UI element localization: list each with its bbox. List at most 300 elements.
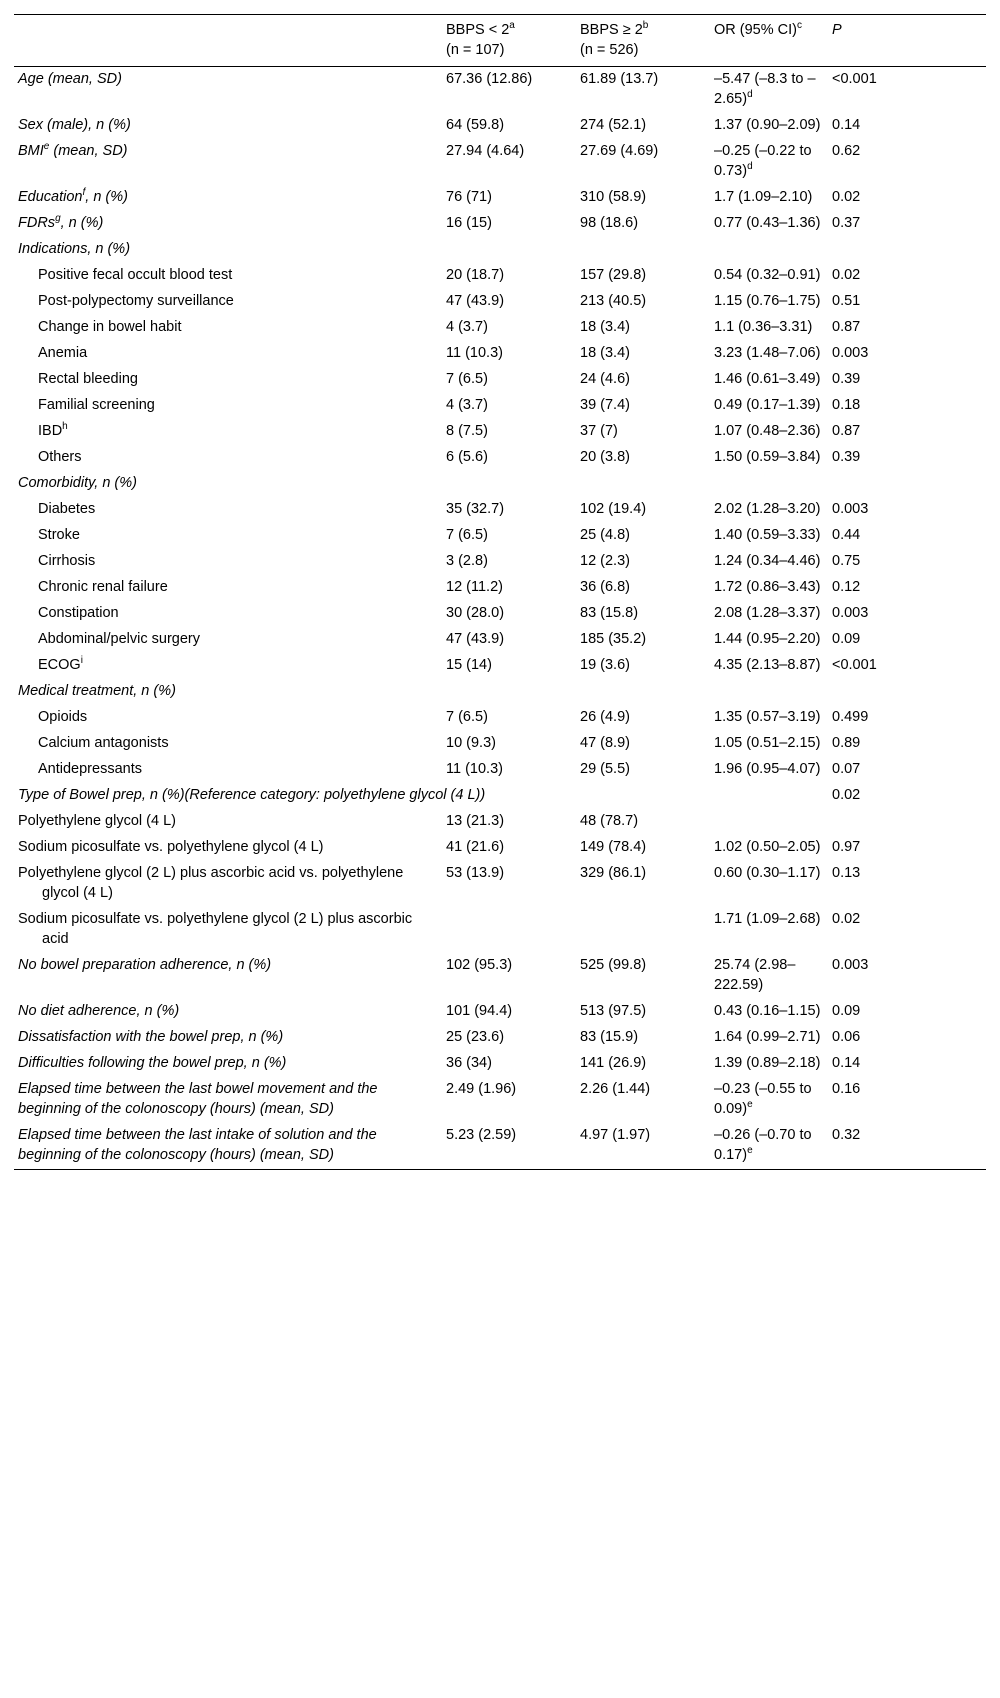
header-bbps-high xyxy=(576,15,710,67)
table-row xyxy=(14,263,986,289)
value-p: 0.32 xyxy=(832,1127,861,1143)
footnote-marker: f xyxy=(82,187,86,198)
table-row xyxy=(14,315,986,341)
value-bbps-low: 67.36 (12.86) xyxy=(446,71,533,87)
row-label: Stroke xyxy=(38,527,80,543)
value-or xyxy=(710,907,828,953)
value-bbps-high xyxy=(576,679,710,705)
or-text: 1.37 (0.90–2.09) xyxy=(714,117,821,133)
or-text: 0.77 (0.43–1.36) xyxy=(714,215,821,231)
row-label: Type of Bowel prep, n (%)(Reference category: polyethylene glycol (4 L)) xyxy=(18,787,486,803)
value-bbps-high: 47 (8.9) xyxy=(580,735,630,751)
footnote-marker: i xyxy=(80,655,83,666)
value-bbps-low: 3 (2.8) xyxy=(446,553,488,569)
table-body xyxy=(14,67,986,1170)
value-p: 0.02 xyxy=(832,267,861,283)
value-or xyxy=(710,263,828,289)
value-or xyxy=(710,757,828,783)
value-p: 0.39 xyxy=(832,371,861,387)
or-text: 2.08 (1.28–3.37) xyxy=(714,605,821,621)
table-row xyxy=(14,835,986,861)
or-text: 1.46 (0.61–3.49) xyxy=(714,371,821,387)
table-row xyxy=(14,809,986,835)
value-p: 0.003 xyxy=(832,501,869,517)
or-text: 1.24 (0.34–4.46) xyxy=(714,553,821,569)
value-or xyxy=(710,1077,828,1123)
or-text: –0.26 (–0.70 to 0.17) xyxy=(714,1127,812,1163)
value-bbps-high: 213 (40.5) xyxy=(580,293,647,309)
table-row xyxy=(14,419,986,445)
value-bbps-low: 15 (14) xyxy=(446,657,492,673)
value-p: 0.16 xyxy=(832,1081,861,1097)
row-label-cell xyxy=(14,419,442,445)
value-bbps-high: 27.69 (4.69) xyxy=(580,143,659,159)
value-bbps-low: 102 (95.3) xyxy=(446,957,513,973)
table-row xyxy=(14,953,986,999)
value-bbps-low: 25 (23.6) xyxy=(446,1029,505,1045)
table-row xyxy=(14,367,986,393)
header-p xyxy=(828,15,986,67)
header-label xyxy=(14,15,442,67)
value-p: 0.09 xyxy=(832,631,861,647)
row-label: Indications, n (%) xyxy=(18,241,131,257)
value-bbps-high: 83 (15.9) xyxy=(580,1029,639,1045)
footnote-marker: b xyxy=(642,20,649,31)
value-p: 0.37 xyxy=(832,215,861,231)
row-label-cell xyxy=(14,341,442,367)
value-p: 0.97 xyxy=(832,839,861,855)
row-label-cell xyxy=(14,1123,442,1170)
row-label-cell xyxy=(14,211,442,237)
table-row xyxy=(14,627,986,653)
table-row xyxy=(14,601,986,627)
footnote-marker: g xyxy=(55,213,61,224)
table-row xyxy=(14,783,986,809)
value-bbps-high: 36 (6.8) xyxy=(580,579,630,595)
value-bbps-high xyxy=(576,237,710,263)
row-label-cell xyxy=(14,627,442,653)
or-text: –0.25 (–0.22 to 0.73) xyxy=(714,143,812,179)
value-or xyxy=(710,861,828,907)
footnote-marker: h xyxy=(62,421,68,432)
row-label-cell xyxy=(14,315,442,341)
row-label-cell xyxy=(14,471,442,497)
value-p: 0.18 xyxy=(832,397,861,413)
value-or xyxy=(710,1025,828,1051)
row-label: Others xyxy=(38,449,82,465)
value-or xyxy=(710,445,828,471)
value-p: 0.003 xyxy=(832,957,869,973)
or-text: 1.44 (0.95–2.20) xyxy=(714,631,821,647)
value-or xyxy=(710,393,828,419)
or-text: 1.96 (0.95–4.07) xyxy=(714,761,821,777)
value-bbps-high: 513 (97.5) xyxy=(580,1003,647,1019)
row-label: No bowel preparation adherence, n (%) xyxy=(18,957,272,973)
or-text: 1.50 (0.59–3.84) xyxy=(714,449,821,465)
row-label-cell xyxy=(14,367,442,393)
table-row xyxy=(14,999,986,1025)
row-label: Diabetes xyxy=(38,501,96,517)
value-bbps-low: 13 (21.3) xyxy=(446,813,505,829)
value-or xyxy=(710,497,828,523)
value-p: 0.44 xyxy=(832,527,861,543)
row-label-cell xyxy=(14,1051,442,1077)
table-row xyxy=(14,67,986,114)
row-label: Sodium picosulfate vs. polyethylene glycol (4 L) xyxy=(18,839,324,855)
value-bbps-low: 4 (3.7) xyxy=(446,397,488,413)
value-or xyxy=(710,67,828,114)
value-or xyxy=(710,835,828,861)
table-row xyxy=(14,523,986,549)
table-row xyxy=(14,679,986,705)
value-bbps-low: 76 (71) xyxy=(446,189,492,205)
value-bbps-low xyxy=(442,907,576,953)
or-text: 4.35 (2.13–8.87) xyxy=(714,657,821,673)
value-or xyxy=(710,575,828,601)
row-label-cell xyxy=(14,497,442,523)
value-bbps-high: 48 (78.7) xyxy=(580,813,639,829)
row-label-cell xyxy=(14,731,442,757)
table-row xyxy=(14,757,986,783)
value-or xyxy=(710,523,828,549)
row-label-cell xyxy=(14,953,442,999)
value-or xyxy=(710,211,828,237)
value-bbps-low: 11 (10.3) xyxy=(446,345,503,361)
footnote-marker: a xyxy=(509,20,515,31)
row-label: Post-polypectomy surveillance xyxy=(38,293,234,309)
value-or xyxy=(710,367,828,393)
table-row xyxy=(14,445,986,471)
table-row xyxy=(14,907,986,953)
row-label: Polyethylene glycol (4 L) xyxy=(18,813,176,829)
value-p xyxy=(828,679,986,705)
row-label: Familial screening xyxy=(38,397,155,413)
value-bbps-high: 83 (15.8) xyxy=(580,605,639,621)
or-text: 1.71 (1.09–2.68) xyxy=(714,911,821,927)
table-row xyxy=(14,731,986,757)
value-p: 0.003 xyxy=(832,605,869,621)
value-p: 0.003 xyxy=(832,345,869,361)
value-p: 0.02 xyxy=(832,189,861,205)
row-label: IBD xyxy=(38,423,63,439)
value-bbps-low: 53 (13.9) xyxy=(446,865,505,881)
row-label: Calcium antagonists xyxy=(38,735,169,751)
row-label: Elapsed time between the last intake of solution and the beginning of the colonoscopy (hours) (mean, SD) xyxy=(18,1127,377,1163)
value-bbps-high: 102 (19.4) xyxy=(580,501,647,517)
row-label-cell xyxy=(14,835,442,861)
row-label-cell xyxy=(14,139,442,185)
value-bbps-high: 18 (3.4) xyxy=(580,345,630,361)
or-text: 1.7 (1.09–2.10) xyxy=(714,189,813,205)
value-p: 0.87 xyxy=(832,319,861,335)
footnote-marker: c xyxy=(797,20,802,31)
value-or xyxy=(710,809,828,835)
row-label-cell xyxy=(14,575,442,601)
header-bbps-low-line2: (n = 107) xyxy=(446,42,505,58)
or-text: –0.23 (–0.55 to 0.09) xyxy=(714,1081,812,1117)
or-text: 1.05 (0.51–2.15) xyxy=(714,735,821,751)
footnote-marker: e xyxy=(747,1099,753,1110)
row-label: Antidepressants xyxy=(38,761,142,777)
value-p: <0.001 xyxy=(832,71,877,87)
row-label: Difficulties following the bowel prep, n (%) xyxy=(18,1055,287,1071)
value-bbps-high: 310 (58.9) xyxy=(580,189,647,205)
row-label-cell xyxy=(14,783,828,809)
value-bbps-low: 30 (28.0) xyxy=(446,605,505,621)
row-label-cell xyxy=(14,237,442,263)
table-row xyxy=(14,185,986,211)
value-bbps-high: 18 (3.4) xyxy=(580,319,630,335)
value-p: 0.499 xyxy=(832,709,869,725)
value-bbps-high: 25 (4.8) xyxy=(580,527,630,543)
row-label-cell xyxy=(14,999,442,1025)
value-or xyxy=(710,627,828,653)
value-bbps-low xyxy=(442,679,576,705)
value-or xyxy=(710,237,828,263)
value-bbps-high: 29 (5.5) xyxy=(580,761,630,777)
header-bbps-low-line1: BBPS < 2 xyxy=(446,22,510,38)
row-label: Elapsed time between the last bowel movement and the beginning of the colonoscopy (hours) (mean, SD) xyxy=(18,1081,378,1117)
or-text: 1.72 (0.86–3.43) xyxy=(714,579,821,595)
row-label-cell xyxy=(14,289,442,315)
row-label: Anemia xyxy=(38,345,88,361)
row-label: No diet adherence, n (%) xyxy=(18,1003,180,1019)
row-label-cell xyxy=(14,523,442,549)
value-p: <0.001 xyxy=(832,657,877,673)
value-bbps-high: 98 (18.6) xyxy=(580,215,639,231)
value-bbps-low: 5.23 (2.59) xyxy=(446,1127,517,1143)
row-label: Education xyxy=(18,189,83,205)
value-or xyxy=(710,289,828,315)
or-text: 2.02 (1.28–3.20) xyxy=(714,501,821,517)
row-label-cell xyxy=(14,185,442,211)
or-text: 0.54 (0.32–0.91) xyxy=(714,267,821,283)
value-p: 0.02 xyxy=(832,787,861,803)
table-row xyxy=(14,549,986,575)
value-bbps-low: 8 (7.5) xyxy=(446,423,488,439)
value-p: 0.09 xyxy=(832,1003,861,1019)
footnote-marker: e xyxy=(43,141,50,152)
value-or xyxy=(710,953,828,999)
value-or xyxy=(710,549,828,575)
table-row xyxy=(14,393,986,419)
row-label: Positive fecal occult blood test xyxy=(38,267,233,283)
table-row xyxy=(14,139,986,185)
value-or xyxy=(710,999,828,1025)
row-label: Opioids xyxy=(38,709,88,725)
value-bbps-high: 149 (78.4) xyxy=(580,839,647,855)
row-label-cell xyxy=(14,1077,442,1123)
or-text: 1.15 (0.76–1.75) xyxy=(714,293,821,309)
value-p: 0.07 xyxy=(832,761,861,777)
table-row xyxy=(14,211,986,237)
table-row xyxy=(14,861,986,907)
value-bbps-low: 6 (5.6) xyxy=(446,449,488,465)
footnote-marker: e xyxy=(747,1145,753,1156)
value-bbps-high: 20 (3.8) xyxy=(580,449,630,465)
value-bbps-low: 41 (21.6) xyxy=(446,839,505,855)
row-label-cell xyxy=(14,705,442,731)
table-row xyxy=(14,497,986,523)
value-or xyxy=(710,705,828,731)
table-row xyxy=(14,113,986,139)
value-bbps-low: 35 (32.7) xyxy=(446,501,505,517)
value-or xyxy=(710,185,828,211)
table-row xyxy=(14,1077,986,1123)
or-text: 1.35 (0.57–3.19) xyxy=(714,709,821,725)
row-label-cell xyxy=(14,679,442,705)
table-row xyxy=(14,653,986,679)
row-label-suffix: (mean, SD) xyxy=(49,143,128,159)
header-bbps-high-line1: BBPS ≥ 2 xyxy=(580,22,643,38)
or-text: 1.02 (0.50–2.05) xyxy=(714,839,821,855)
table-row xyxy=(14,1123,986,1170)
value-or xyxy=(710,471,828,497)
header-or-label: OR (95% CI) xyxy=(714,22,797,38)
value-or xyxy=(710,341,828,367)
table-row xyxy=(14,471,986,497)
value-p: 0.51 xyxy=(832,293,861,309)
row-label: Polyethylene glycol (2 L) plus ascorbic acid vs. polyethylene glycol (4 L) xyxy=(18,865,404,901)
value-bbps-high: 37 (7) xyxy=(580,423,618,439)
table-row xyxy=(14,1025,986,1051)
value-or xyxy=(710,113,828,139)
value-p: 0.12 xyxy=(832,579,861,595)
header-row xyxy=(14,15,986,67)
or-text: 1.39 (0.89–2.18) xyxy=(714,1055,821,1071)
value-bbps-high: 2.26 (1.44) xyxy=(580,1081,651,1097)
value-bbps-high xyxy=(576,471,710,497)
value-bbps-high: 157 (29.8) xyxy=(580,267,647,283)
value-bbps-low: 47 (43.9) xyxy=(446,293,505,309)
row-label-cell xyxy=(14,907,442,953)
value-bbps-high: 141 (26.9) xyxy=(580,1055,647,1071)
row-label: Age (mean, SD) xyxy=(18,71,122,87)
table-row xyxy=(14,237,986,263)
value-bbps-high: 329 (86.1) xyxy=(580,865,647,881)
value-bbps-high: 19 (3.6) xyxy=(580,657,630,673)
row-label-suffix: , n (%) xyxy=(85,189,128,205)
value-bbps-low: 47 (43.9) xyxy=(446,631,505,647)
or-text: 0.49 (0.17–1.39) xyxy=(714,397,821,413)
value-bbps-low: 64 (59.8) xyxy=(446,117,505,133)
value-p xyxy=(828,471,986,497)
table-row xyxy=(14,289,986,315)
row-label: FDRs xyxy=(18,215,56,231)
row-label-cell xyxy=(14,263,442,289)
value-bbps-high: 185 (35.2) xyxy=(580,631,647,647)
or-text: 1.40 (0.59–3.33) xyxy=(714,527,821,543)
table-row xyxy=(14,575,986,601)
value-bbps-low: 7 (6.5) xyxy=(446,371,488,387)
value-p: 0.62 xyxy=(832,143,861,159)
value-bbps-low: 7 (6.5) xyxy=(446,709,488,725)
row-label: Constipation xyxy=(38,605,119,621)
value-bbps-high: 26 (4.9) xyxy=(580,709,630,725)
row-label: Sodium picosulfate vs. polyethylene glycol (2 L) plus ascorbic acid xyxy=(18,911,413,947)
row-label-cell xyxy=(14,861,442,907)
or-text: 1.07 (0.48–2.36) xyxy=(714,423,821,439)
header-p-label: P xyxy=(832,22,842,38)
value-bbps-low xyxy=(442,237,576,263)
footnote-marker: d xyxy=(747,89,753,100)
table-container xyxy=(14,14,986,1170)
value-p: 0.13 xyxy=(832,865,861,881)
table-row xyxy=(14,705,986,731)
header-bbps-low xyxy=(442,15,576,67)
row-label: Sex (male), n (%) xyxy=(18,117,131,133)
value-bbps-low: 20 (18.7) xyxy=(446,267,505,283)
value-p: 0.39 xyxy=(832,449,861,465)
value-bbps-high: 12 (2.3) xyxy=(580,553,630,569)
table-row xyxy=(14,341,986,367)
value-p: 0.75 xyxy=(832,553,861,569)
value-bbps-high: 4.97 (1.97) xyxy=(580,1127,651,1143)
or-text: 0.43 (0.16–1.15) xyxy=(714,1003,821,1019)
row-label-cell xyxy=(14,113,442,139)
row-label: Comorbidity, n (%) xyxy=(18,475,137,491)
row-label-cell xyxy=(14,549,442,575)
row-label: ECOG xyxy=(38,657,81,673)
row-label: Dissatisfaction with the bowel prep, n (%) xyxy=(18,1029,284,1045)
row-label-cell xyxy=(14,757,442,783)
value-bbps-low: 7 (6.5) xyxy=(446,527,488,543)
header-bbps-high-line2: (n = 526) xyxy=(580,42,639,58)
value-or xyxy=(710,419,828,445)
value-bbps-low: 36 (34) xyxy=(446,1055,492,1071)
value-or xyxy=(710,315,828,341)
row-label: Change in bowel habit xyxy=(38,319,182,335)
value-p xyxy=(828,237,986,263)
or-text: 3.23 (1.48–7.06) xyxy=(714,345,821,361)
value-bbps-high: 525 (99.8) xyxy=(580,957,647,973)
value-bbps-high xyxy=(576,907,710,953)
value-or xyxy=(710,679,828,705)
row-label-cell xyxy=(14,809,442,835)
value-p: 0.89 xyxy=(832,735,861,751)
value-bbps-high: 61.89 (13.7) xyxy=(580,71,659,87)
row-label: Abdominal/pelvic surgery xyxy=(38,631,200,647)
row-label-cell xyxy=(14,445,442,471)
value-bbps-low: 12 (11.2) xyxy=(446,579,503,595)
or-text: –5.47 (–8.3 to –2.65) xyxy=(714,71,816,107)
row-label-cell xyxy=(14,393,442,419)
row-label-cell xyxy=(14,67,442,114)
value-bbps-high: 39 (7.4) xyxy=(580,397,630,413)
value-or xyxy=(710,1051,828,1077)
value-p: 0.06 xyxy=(832,1029,861,1045)
value-or xyxy=(710,601,828,627)
value-p: 0.87 xyxy=(832,423,861,439)
value-bbps-low: 27.94 (4.64) xyxy=(446,143,525,159)
value-p: 0.14 xyxy=(832,1055,861,1071)
value-bbps-low xyxy=(442,471,576,497)
value-p: 0.02 xyxy=(832,911,861,927)
value-bbps-low: 101 (94.4) xyxy=(446,1003,513,1019)
header-or xyxy=(710,15,828,67)
value-or xyxy=(710,653,828,679)
value-bbps-low: 10 (9.3) xyxy=(446,735,496,751)
value-bbps-low: 11 (10.3) xyxy=(446,761,503,777)
row-label-cell xyxy=(14,1025,442,1051)
or-text: 0.60 (0.30–1.17) xyxy=(714,865,821,881)
value-or xyxy=(710,1123,828,1170)
row-label: Rectal bleeding xyxy=(38,371,138,387)
or-text: 25.74 (2.98–222.59) xyxy=(714,957,796,993)
row-label: Cirrhosis xyxy=(38,553,96,569)
value-or xyxy=(710,139,828,185)
value-bbps-low: 16 (15) xyxy=(446,215,492,231)
